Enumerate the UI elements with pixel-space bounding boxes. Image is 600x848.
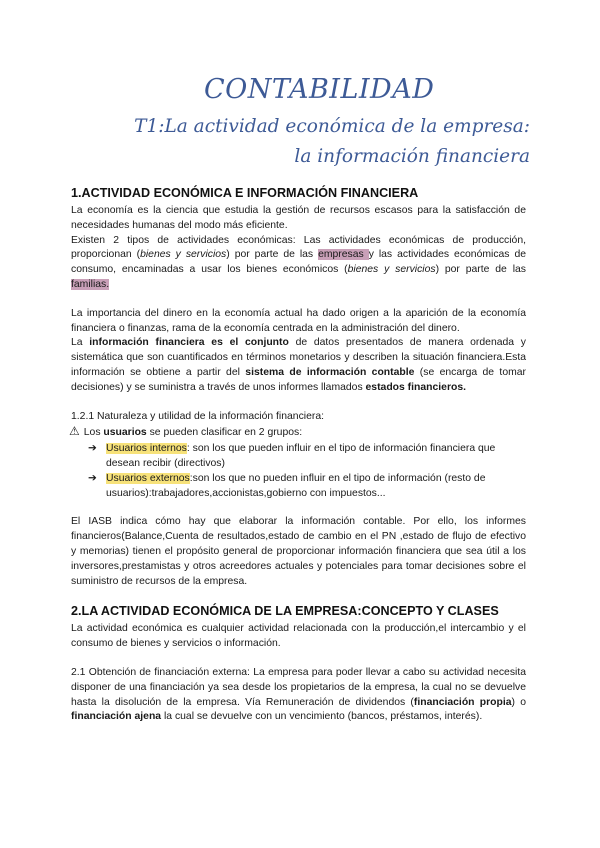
text-run: ) por parte de las: [435, 264, 526, 276]
document-body: [71, 185, 526, 725]
arrow-right-icon: ➔: [88, 443, 97, 455]
text-run: : son los que pueden influir en el tipo de información financiera que desean recibir (directivos): [106, 443, 496, 469]
text-run-bold: sistema de información contable: [245, 366, 415, 378]
text-run-bold: financiación ajena: [71, 711, 162, 723]
spacer: [71, 293, 526, 307]
text-run: ) por parte de las: [226, 249, 319, 261]
text-run-italic: bienes y servicios: [347, 264, 436, 276]
text-run: Existen 2 tipos de actividades económicas: Las actividades económicas de producción, proporcionan (: [71, 234, 526, 261]
section1-paragraph-activity-types: [71, 234, 526, 293]
spacer: [71, 501, 526, 515]
warning-icon: ⚠: [69, 424, 80, 439]
text-run: La: [71, 337, 90, 349]
list-item-external-users: [71, 472, 526, 502]
text-run-bold: información financiera es el conjunto: [89, 337, 289, 349]
document-subtitle-line2: la información financiera: [294, 146, 530, 167]
highlight-internal-users: Usuarios internos: [106, 443, 187, 455]
iasb-paragraph: El IASB indica cómo hay que elaborar la información contable. Por ello, los informes financieros(Balance,Cuenta de resultados,estado de cambio en el PN ,estado de flujo de efectivo y memorias) tienen el propósito general de proporcionar información financiera que sea útil a los inversores,prestamistas y otros acreedores actuales y potenciales para tomar decisiones sobre el suministro de recursos de la empresa.: [71, 516, 526, 587]
section1-heading: 1.ACTIVIDAD ECONÓMICA E INFORMACIÓN FINANCIERA: [71, 186, 419, 200]
section2-paragraph-definition: La actividad económica es cualquier actividad relacionada con la producción,el intercambio y el consumo de bienes y servicios o información.: [71, 623, 526, 650]
text-run: 2.1 Obtención de financiación externa: La empresa para poder llevar a cabo su actividad necesita disponer de una financiación ya sea desde los propietarios de la empresa, la cual no se devuelve hasta la disolución de la empresa. Vía Remuneración de dividendos (: [71, 666, 526, 708]
highlight-familias: familias.: [71, 278, 110, 290]
highlight-empresas: empresas: [318, 249, 369, 261]
users-list: [71, 442, 526, 501]
section1-paragraph-financial-info: [71, 336, 526, 395]
section2-paragraph-financing: [71, 666, 526, 725]
section1-paragraph-economy: La economía es la ciencia que estudia la gestión de recursos escasos para la satisfacción de necesidades humanas del modo más eficiente.: [71, 205, 526, 231]
spacer: [71, 652, 526, 666]
text-run-bold: estados financieros.: [365, 381, 467, 393]
text-run: :son los que no pueden influir en el tipo de información (resto de usuarios):trabajadores,accionistas,gobierno con impuestos...: [106, 472, 486, 499]
subsection-1-2-1-heading: 1.2.1 Naturaleza y utilidad de la información financiera:: [71, 410, 324, 422]
spacer: [71, 396, 526, 410]
text-run: y las actividades económicas de consumo, encaminadas a usar los bienes económicos (: [71, 249, 527, 276]
text-run: de datos presentados de manera ordenada y sistemática que son cuantificados en términos monetarios y describen la situación financiera.Esta información se obtiene a partir del: [71, 337, 526, 378]
document-subtitle-line1: T1:La actividad económica de la empresa:: [134, 116, 530, 137]
text-run: se pueden clasificar en 2 grupos:: [146, 427, 303, 439]
highlight-external-users: Usuarios externos: [106, 472, 190, 484]
users-intro: [71, 424, 526, 441]
text-run: Los: [83, 427, 104, 439]
spacer: [71, 589, 526, 603]
text-run: la cual se devuelve con un vencimiento (bancos, préstamos, interés).: [161, 711, 483, 723]
arrow-right-icon: ➔: [88, 472, 97, 484]
document-title: CONTABILIDAD: [204, 74, 435, 105]
text-run: (se encarga de tomar decisiones) y se suministra a través de unos informes llamados: [71, 366, 526, 393]
text-run-italic: bienes y servicios: [140, 249, 227, 261]
text-run: ) o: [511, 696, 526, 708]
text-run-bold: financiación propia: [413, 696, 512, 708]
list-item-internal-users: [71, 442, 526, 472]
section1-paragraph-money: La importancia del dinero en la economía actual ha dado origen a la aparición de la economía financiera o finanzas, rama de la economía centrada en la administración del dinero.: [71, 307, 526, 334]
section2-heading: 2.LA ACTIVIDAD ECONÓMICA DE LA EMPRESA:CONCEPTO Y CLASES: [71, 604, 499, 619]
text-run-bold: usuarios: [103, 427, 147, 439]
